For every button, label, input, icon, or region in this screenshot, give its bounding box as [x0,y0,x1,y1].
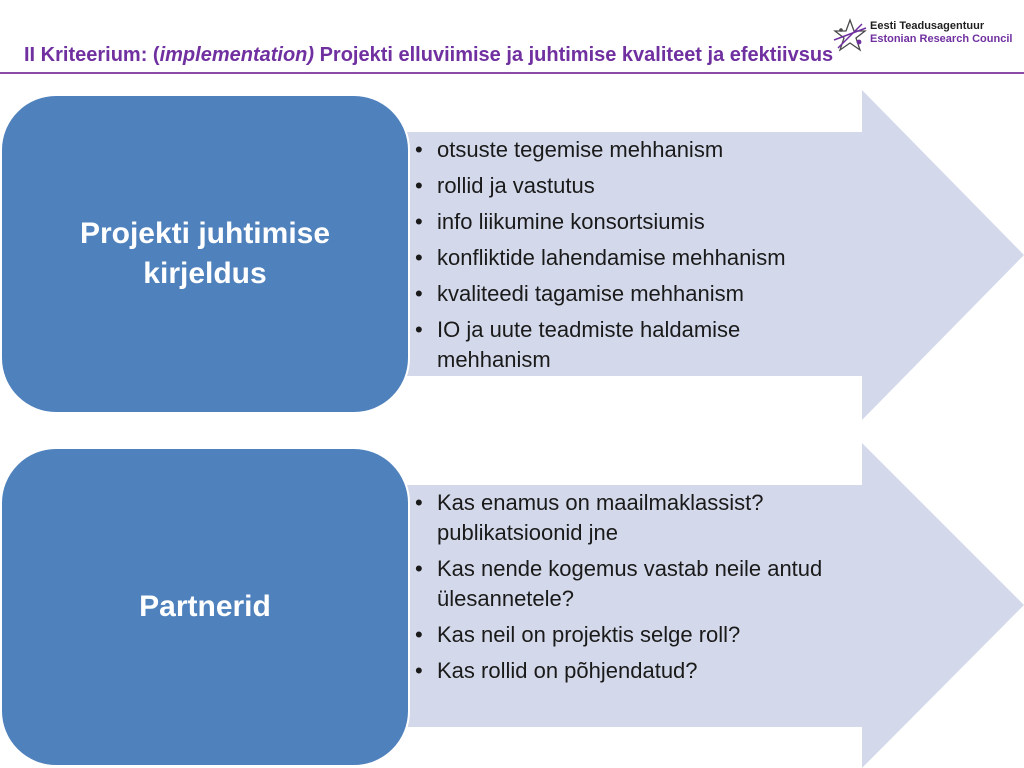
list-item: • Kas enamus on maailmaklassist? publikatsioonid jne [412,488,892,548]
logo-line-et: Eesti Teadusagentuur [870,20,985,32]
slide-title-rest: Projekti elluviimise ja juhtimise kvaliteet ja efektiivsus [314,44,834,66]
list-item: • IO ja uute teadmiste haldamise mehhanism [412,315,852,375]
block-heading-1: Projekti juhtimise kirjeldus [79,217,331,290]
logo-text [870,20,1012,46]
block-heading-panel-2 [0,447,410,767]
list-item: • rollid ja vastutus [412,171,852,201]
slide-title [24,44,984,67]
logo-line-en: Estonian Research Council [870,33,1013,45]
slide-title-italic: implementation) [159,44,315,66]
bullet-list-1 [412,135,852,381]
list-item: • info liikumine konsortsiumis [412,207,852,237]
list-item: • Kas rollid on põhjendatud? [412,656,892,686]
slide-title-prefix: II Kriteerium: ( [24,44,160,66]
list-item: • otsuste tegemise mehhanism [412,135,852,165]
list-item: • konfliktide lahendamise mehhanism [412,243,852,273]
block-heading-panel-1 [0,94,410,414]
list-item: • Kas neil on projektis selge roll? [412,620,892,650]
title-divider [0,72,1024,74]
list-item: • Kas nende kogemus vastab neile antud ülesannetele? [412,554,892,614]
list-item: • kvaliteedi tagamise mehhanism [412,279,852,309]
block-heading-2: Partnerid [139,590,271,623]
bullet-list-2 [412,488,892,692]
